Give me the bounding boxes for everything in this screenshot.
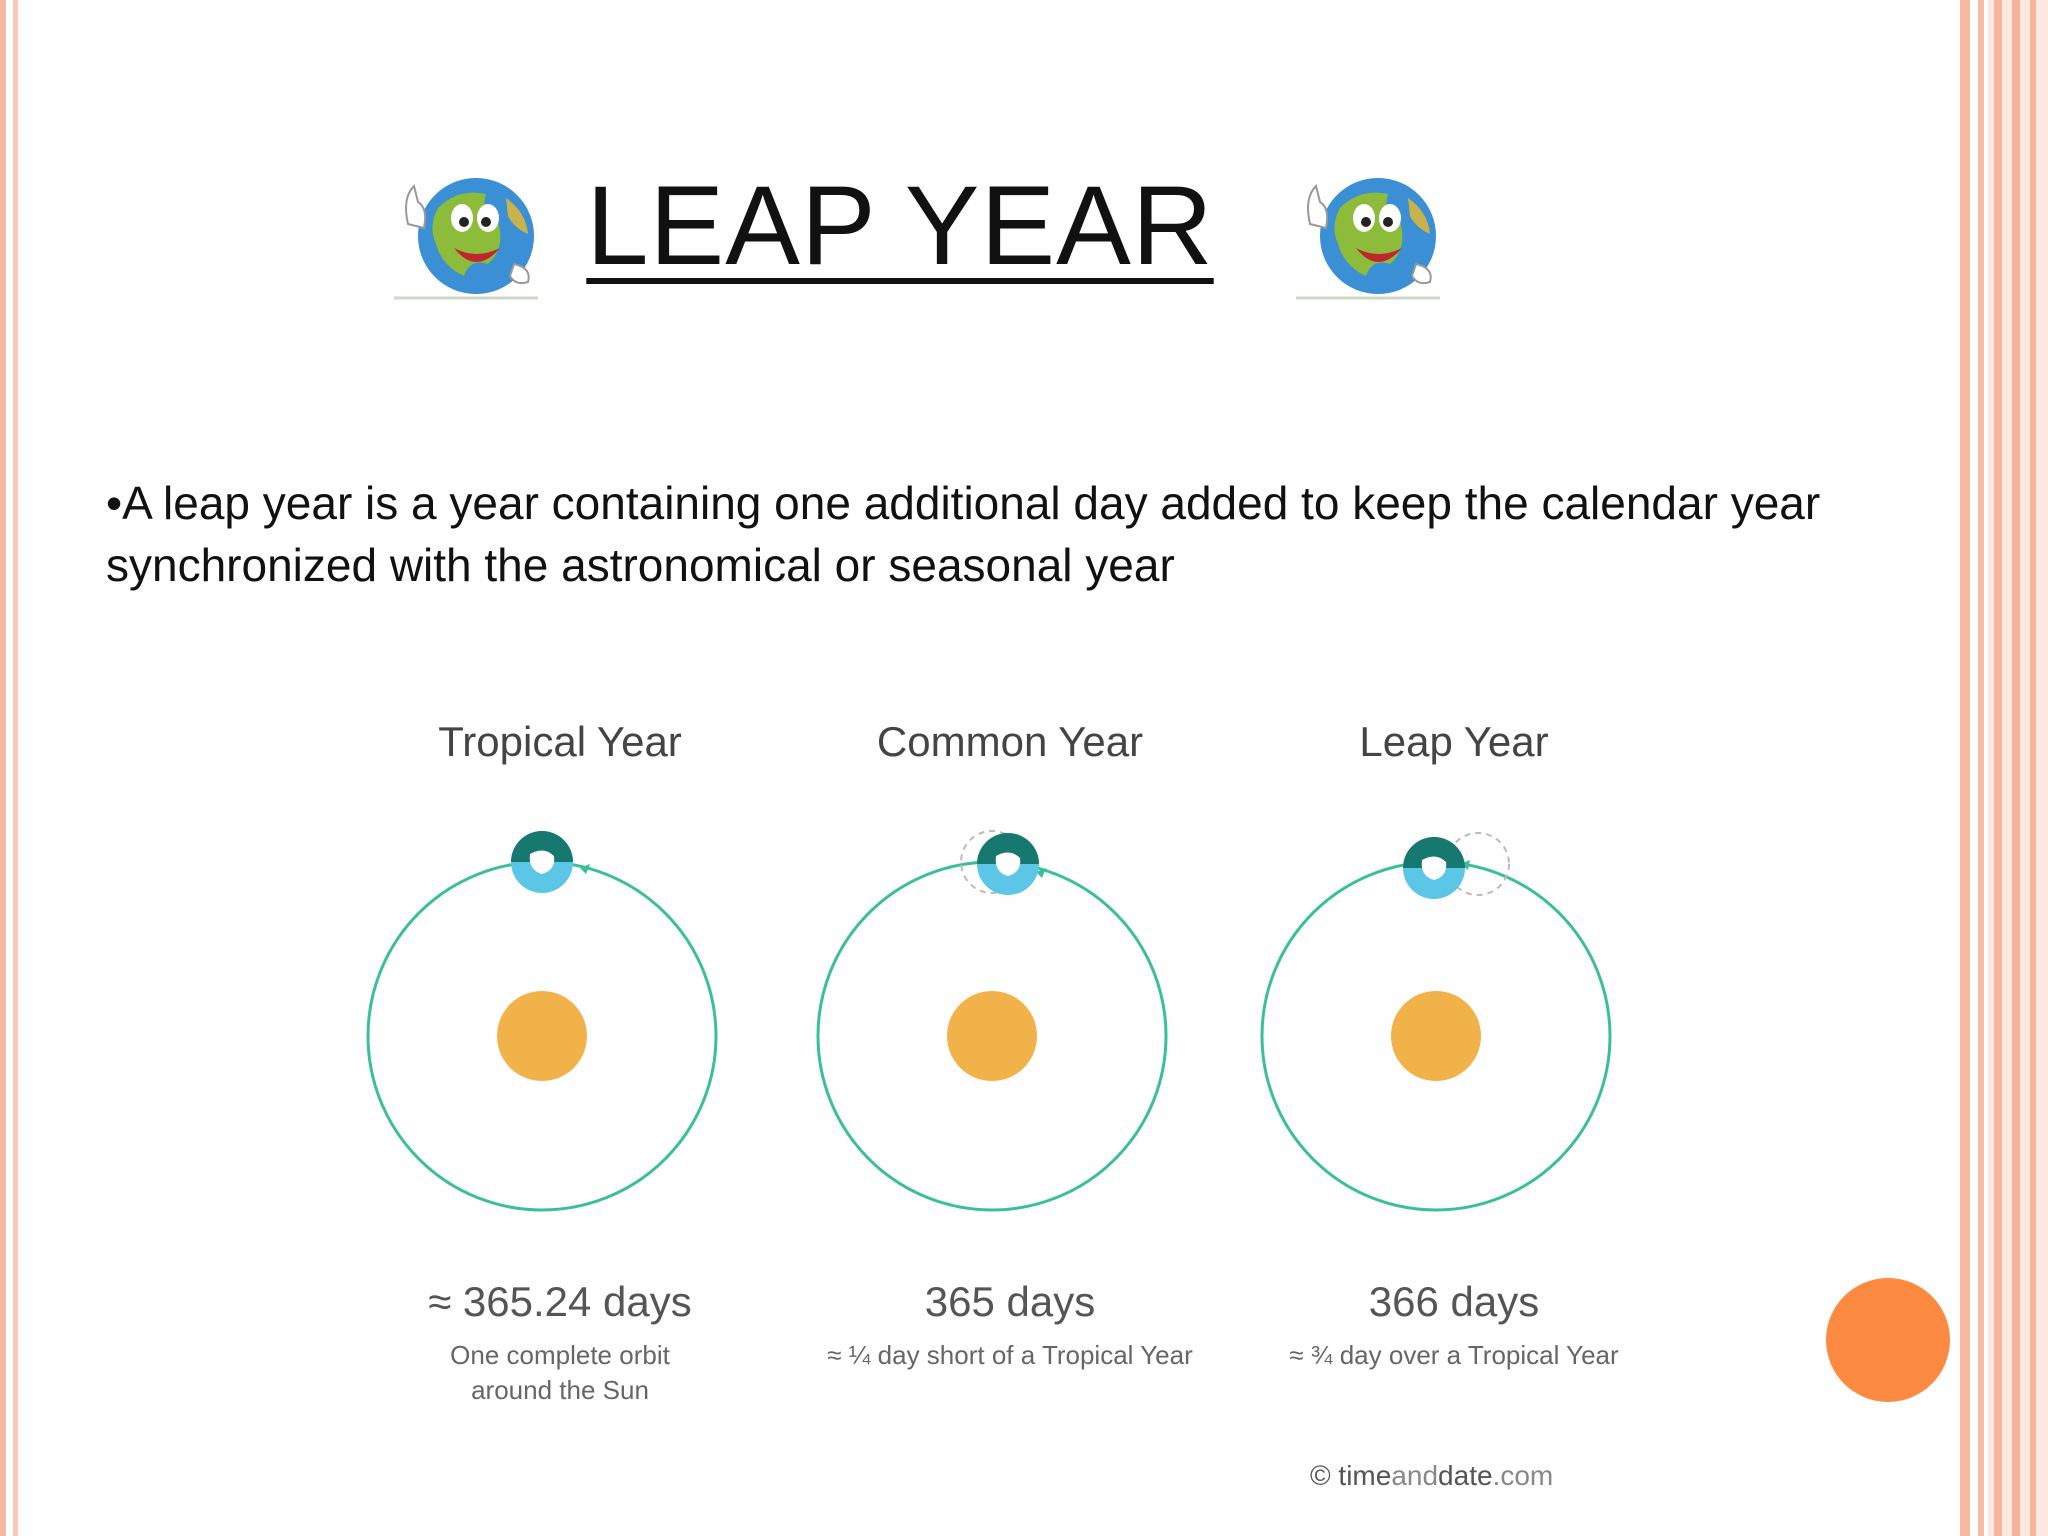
credit-part-and: and [1391,1460,1439,1491]
column-days: 365 days [924,1278,1096,1325]
globe-mascot-icon [1290,168,1450,308]
sun-icon [1391,991,1481,1081]
right-border-stripe [2030,0,2036,1536]
earth-icon [511,831,573,893]
right-border-stripe [2012,0,2020,1536]
credit-part-date: date [1438,1460,1493,1491]
left-border-stripe [0,0,6,1536]
credit-part-time: time [1338,1460,1392,1491]
credit-part-com: .com [1492,1460,1554,1491]
right-border-stripe [1978,0,1984,1536]
column-days: 366 days [1368,1278,1540,1325]
right-border-stripe [1994,0,2002,1536]
column-title: Common Year [876,718,1144,765]
globe-mascot-icon [388,168,548,308]
column-title: Tropical Year [438,718,682,765]
sun-icon [947,991,1037,1081]
page-title: LEAP YEAR [586,163,1214,288]
right-border-stripe [1960,0,1970,1536]
column-note: ≈ ¼ day short of a Tropical Year [827,1340,1193,1370]
earth-icon [977,833,1039,895]
orbit-illustration [340,810,780,1230]
left-border-stripe [13,0,18,1536]
copyright-symbol: © [1310,1460,1331,1491]
source-credit [1310,1460,1553,1492]
column-note: One complete orbit around the Sun [450,1340,670,1405]
sun-icon [497,991,587,1081]
column-title: Leap Year [1359,718,1549,765]
orbit-illustration [1234,810,1674,1230]
decorative-orange-circle [1826,1278,1950,1402]
column-days: ≈ 365.24 days [428,1278,692,1325]
orbit-illustration [790,810,1230,1230]
definition-bullet: •A leap year is a year containing one additional day added to keep the calendar year synchronized with the astronomical or seasonal year [106,477,1821,591]
title-container [580,163,1220,288]
earth-icon [1403,837,1465,899]
year-orbit-diagram [340,690,1680,1520]
column-note: ≈ ¾ day over a Tropical Year [1289,1340,1619,1370]
